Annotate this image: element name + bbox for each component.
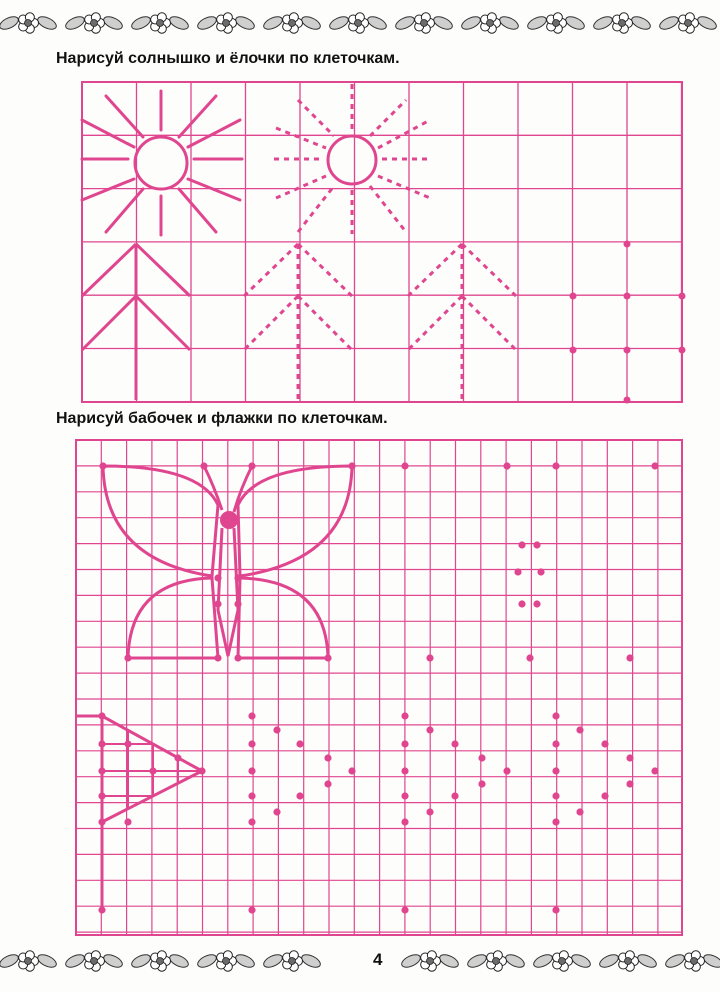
guide-dot bbox=[552, 712, 559, 719]
guide-dot bbox=[234, 574, 241, 581]
guide-dot bbox=[533, 600, 540, 607]
guide-dot bbox=[651, 767, 658, 774]
guide-dot bbox=[296, 740, 303, 747]
bottom-ornament-border bbox=[0, 944, 720, 978]
guide-dot bbox=[98, 818, 105, 825]
guide-dot bbox=[552, 462, 559, 469]
guide-dot bbox=[552, 818, 559, 825]
guide-dot bbox=[601, 792, 608, 799]
guide-dot bbox=[514, 568, 521, 575]
guide-dot bbox=[601, 740, 608, 747]
flower-leaf-icon bbox=[0, 951, 58, 971]
instruction-butterflies-flags: Нарисуй бабочек и флажки по клеточкам. bbox=[56, 410, 388, 427]
flower-leaf-icon bbox=[664, 951, 720, 971]
guide-dot bbox=[248, 818, 255, 825]
butterfly-lower-left-wing bbox=[128, 578, 218, 658]
guide-dot bbox=[426, 808, 433, 815]
guide-dot bbox=[273, 726, 280, 733]
guide-dot bbox=[503, 767, 510, 774]
guide-dot bbox=[576, 808, 583, 815]
guide-dot bbox=[451, 740, 458, 747]
guide-dot bbox=[98, 712, 105, 719]
guide-dot bbox=[296, 792, 303, 799]
guide-dot bbox=[98, 740, 105, 747]
guide-dot bbox=[98, 792, 105, 799]
flower-leaf-icon bbox=[130, 951, 190, 971]
guide-dot bbox=[401, 767, 408, 774]
guide-dot bbox=[234, 600, 241, 607]
guide-dot bbox=[401, 906, 408, 913]
guide-dot bbox=[124, 740, 131, 747]
guide-dot bbox=[248, 712, 255, 719]
guide-dot bbox=[98, 906, 105, 913]
guide-dot bbox=[401, 792, 408, 799]
guide-dot bbox=[273, 808, 280, 815]
guide-dot bbox=[518, 541, 525, 548]
guide-dot bbox=[552, 906, 559, 913]
guide-dot bbox=[248, 462, 255, 469]
guide-dot bbox=[198, 767, 205, 774]
flower-leaf-icon bbox=[196, 951, 256, 971]
guide-dot bbox=[401, 462, 408, 469]
guide-dot bbox=[401, 712, 408, 719]
guide-dot bbox=[426, 654, 433, 661]
guide-dot bbox=[552, 792, 559, 799]
grid-lines bbox=[76, 440, 682, 935]
guide-dot bbox=[214, 574, 221, 581]
guide-dot bbox=[576, 726, 583, 733]
guide-dot bbox=[537, 568, 544, 575]
butterfly-upper-right-wing bbox=[238, 466, 352, 576]
guide-dot bbox=[248, 740, 255, 747]
guide-dot bbox=[401, 740, 408, 747]
guide-dot bbox=[478, 780, 485, 787]
guide-dot bbox=[426, 726, 433, 733]
guide-dot bbox=[401, 818, 408, 825]
guide-dot bbox=[124, 818, 131, 825]
guide-dot bbox=[651, 462, 658, 469]
guide-dot bbox=[526, 654, 533, 661]
guide-dot bbox=[626, 780, 633, 787]
guide-dot bbox=[348, 767, 355, 774]
guide-dot bbox=[518, 600, 525, 607]
guide-dot bbox=[149, 767, 156, 774]
guide-dot bbox=[234, 654, 241, 661]
butterfly-upper-left-wing bbox=[103, 466, 218, 576]
guide-dot bbox=[248, 767, 255, 774]
flower-leaf-icon bbox=[400, 951, 460, 971]
guide-dot bbox=[348, 462, 355, 469]
guide-dot bbox=[124, 654, 131, 661]
instruction-sun-trees: Нарисуй солнышко и ёлочки по клеточкам. bbox=[56, 50, 400, 67]
guide-dot bbox=[503, 462, 510, 469]
guide-dot bbox=[99, 462, 106, 469]
guide-dot bbox=[324, 654, 331, 661]
guide-dot bbox=[324, 780, 331, 787]
page-number: 4 bbox=[373, 950, 383, 969]
guide-dot bbox=[626, 754, 633, 761]
guide-dot bbox=[248, 906, 255, 913]
guide-dot bbox=[174, 754, 181, 761]
butterfly-head bbox=[220, 511, 238, 529]
guide-dot bbox=[214, 600, 221, 607]
guide-dot bbox=[248, 792, 255, 799]
guide-dot bbox=[200, 462, 207, 469]
guide-dot bbox=[98, 767, 105, 774]
guide-dot bbox=[214, 654, 221, 661]
guide-dot bbox=[324, 754, 331, 761]
guide-dot bbox=[451, 792, 458, 799]
flag-drawing bbox=[76, 716, 202, 910]
flower-leaf-icon bbox=[598, 951, 658, 971]
flower-leaf-icon bbox=[262, 951, 322, 971]
butterfly-left-antenna bbox=[204, 466, 222, 510]
guide-dots bbox=[98, 462, 658, 913]
guide-dot bbox=[626, 654, 633, 661]
guide-dot bbox=[478, 754, 485, 761]
flower-leaf-icon bbox=[532, 951, 592, 971]
flower-leaf-icon bbox=[64, 951, 124, 971]
guide-dot bbox=[552, 740, 559, 747]
guide-dot bbox=[533, 541, 540, 548]
butterfly-lower-right-wing bbox=[238, 578, 328, 658]
flower-leaf-icon bbox=[466, 951, 526, 971]
guide-dot bbox=[552, 767, 559, 774]
